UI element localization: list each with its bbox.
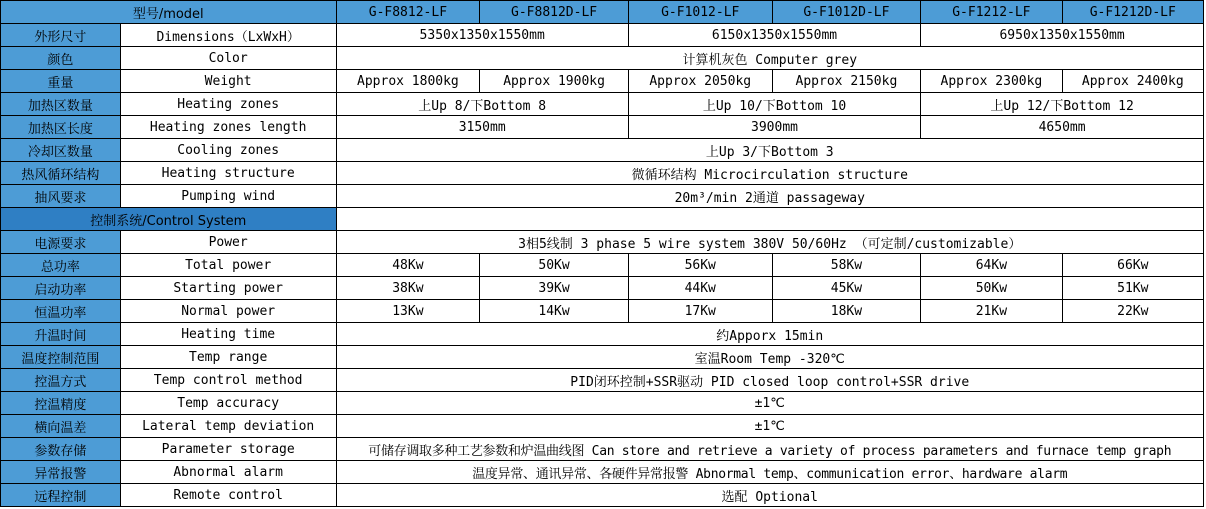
row-value: 6950x1350x1550mm	[921, 24, 1204, 47]
row-label-cn: 热风循环结构	[1, 162, 121, 185]
table-row	[1, 369, 1204, 392]
row-value: Approx 2050kg	[628, 70, 772, 93]
row-value: 18Kw	[772, 300, 921, 323]
row-label-cn: 控温精度	[1, 392, 121, 415]
row-label-cn: 恒温功率	[1, 300, 121, 323]
row-label-en: Heating zones	[120, 93, 336, 116]
table-row	[1, 300, 1204, 323]
table-row	[1, 277, 1204, 300]
row-value: Approx 2300kg	[921, 70, 1062, 93]
row-value: 3900mm	[628, 116, 920, 139]
row-label-cn: 抽风要求	[1, 185, 121, 208]
row-label-en: Total power	[120, 254, 336, 277]
row-label-cn: 颜色	[1, 47, 121, 70]
row-value: 上Up 3/下Bottom 3	[336, 139, 1204, 162]
row-label-en: Parameter storage	[120, 438, 336, 461]
row-label-en: Dimensions（LxWxH）	[120, 24, 336, 47]
table-row	[1, 254, 1204, 277]
row-value: 48Kw	[336, 254, 480, 277]
row-value: 38Kw	[336, 277, 480, 300]
row-label-cn: 电源要求	[1, 231, 121, 254]
table-row	[1, 323, 1204, 346]
row-value: Approx 2400kg	[1062, 70, 1203, 93]
row-value: 选配 Optional	[336, 484, 1204, 507]
row-value: 上Up 12/下Bottom 12	[921, 93, 1204, 116]
row-label-en: Normal power	[120, 300, 336, 323]
row-value: 45Kw	[772, 277, 921, 300]
row-value: 上Up 8/下Bottom 8	[336, 93, 628, 116]
section-title-control-system: 控制系统/Control System	[1, 208, 337, 231]
table-row	[1, 461, 1204, 484]
row-value: 51Kw	[1062, 277, 1203, 300]
row-label-cn: 升温时间	[1, 323, 121, 346]
row-value: 39Kw	[480, 277, 629, 300]
header-model-3: G-F1012-LF	[628, 1, 772, 24]
row-value: 5350x1350x1550mm	[336, 24, 628, 47]
table-row	[1, 438, 1204, 461]
header-model-4: G-F1012D-LF	[772, 1, 921, 24]
row-label-cn: 异常报警	[1, 461, 121, 484]
row-label-en: Starting power	[120, 277, 336, 300]
row-value: 计算机灰色 Computer grey	[336, 47, 1204, 70]
table-row	[1, 139, 1204, 162]
row-value: 56Kw	[628, 254, 772, 277]
row-value: 20m³/min 2通道 passageway	[336, 185, 1204, 208]
row-value: 6150x1350x1550mm	[628, 24, 920, 47]
row-label-en: Weight	[120, 70, 336, 93]
row-label-cn: 启动功率	[1, 277, 121, 300]
row-value: 可储存调取多种工艺参数和炉温曲线图 Can store and retrieve a variety of process parameters and furnace temp graph	[336, 438, 1204, 461]
row-value: 14Kw	[480, 300, 629, 323]
row-value: 微循环结构 Microcirculation structure	[336, 162, 1204, 185]
row-value: 约Apporx 15min	[336, 323, 1204, 346]
table-row	[1, 415, 1204, 438]
row-value: PID闭环控制+SSR驱动 PID closed loop control+SSR drive	[336, 369, 1204, 392]
row-value: Approx 1800kg	[336, 70, 480, 93]
row-value: 3相5线制 3 phase 5 wire system 380V 50/60Hz （可定制/customizable）	[336, 231, 1204, 254]
row-value: 64Kw	[921, 254, 1062, 277]
row-label-en: Lateral temp deviation	[120, 415, 336, 438]
row-value: 4650mm	[921, 116, 1204, 139]
row-label-cn: 冷却区数量	[1, 139, 121, 162]
row-value: 21Kw	[921, 300, 1062, 323]
row-label-cn: 参数存储	[1, 438, 121, 461]
row-value: 上Up 10/下Bottom 10	[628, 93, 920, 116]
row-label-en: Pumping wind	[120, 185, 336, 208]
table-row	[1, 231, 1204, 254]
header-model-2: G-F8812D-LF	[480, 1, 629, 24]
row-value: 22Kw	[1062, 300, 1203, 323]
row-value: ±1℃	[336, 392, 1204, 415]
row-value: Approx 2150kg	[772, 70, 921, 93]
table-row	[1, 47, 1204, 70]
row-value: ±1℃	[336, 415, 1204, 438]
header-model-5: G-F1212-LF	[921, 1, 1062, 24]
row-value: 50Kw	[921, 277, 1062, 300]
table-row	[1, 116, 1204, 139]
table-row	[1, 392, 1204, 415]
row-label-en: Temp range	[120, 346, 336, 369]
row-label-en: Temp control method	[120, 369, 336, 392]
table-row	[1, 162, 1204, 185]
row-label-cn: 重量	[1, 70, 121, 93]
row-label-en: Heating structure	[120, 162, 336, 185]
table-row	[1, 346, 1204, 369]
row-label-cn: 加热区数量	[1, 93, 121, 116]
row-label-cn: 温度控制范围	[1, 346, 121, 369]
header-model-1: G-F8812-LF	[336, 1, 480, 24]
table-header-row	[1, 1, 1204, 24]
header-model-label: 型号/model	[1, 1, 337, 24]
row-value: 66Kw	[1062, 254, 1203, 277]
header-model-6: G-F1212D-LF	[1062, 1, 1203, 24]
row-label-en: Power	[120, 231, 336, 254]
table-row	[1, 70, 1204, 93]
row-label-cn: 加热区长度	[1, 116, 121, 139]
row-label-cn: 远程控制	[1, 484, 121, 507]
row-label-en: Temp accuracy	[120, 392, 336, 415]
table-row	[1, 185, 1204, 208]
row-value: Approx 1900kg	[480, 70, 629, 93]
row-label-en: Heating zones length	[120, 116, 336, 139]
row-label-cn: 横向温差	[1, 415, 121, 438]
row-value: 3150mm	[336, 116, 628, 139]
section-divider-row	[1, 208, 1204, 231]
row-value: 温度异常、通讯异常、各硬件异常报警 Abnormal temp、communication error、hardware alarm	[336, 461, 1204, 484]
row-label-cn: 控温方式	[1, 369, 121, 392]
row-label-en: Heating time	[120, 323, 336, 346]
row-value: 17Kw	[628, 300, 772, 323]
row-label-cn: 总功率	[1, 254, 121, 277]
row-label-en: Color	[120, 47, 336, 70]
row-label-en: Remote control	[120, 484, 336, 507]
table-row	[1, 93, 1204, 116]
section-blank-cell	[336, 208, 1204, 231]
row-value: 58Kw	[772, 254, 921, 277]
table-row	[1, 484, 1204, 507]
row-value: 13Kw	[336, 300, 480, 323]
row-label-en: Cooling zones	[120, 139, 336, 162]
row-label-en: Abnormal alarm	[120, 461, 336, 484]
row-value: 室温Room Temp -320℃	[336, 346, 1204, 369]
table-row	[1, 24, 1204, 47]
row-value: 50Kw	[480, 254, 629, 277]
row-label-cn: 外形尺寸	[1, 24, 121, 47]
row-value: 44Kw	[628, 277, 772, 300]
